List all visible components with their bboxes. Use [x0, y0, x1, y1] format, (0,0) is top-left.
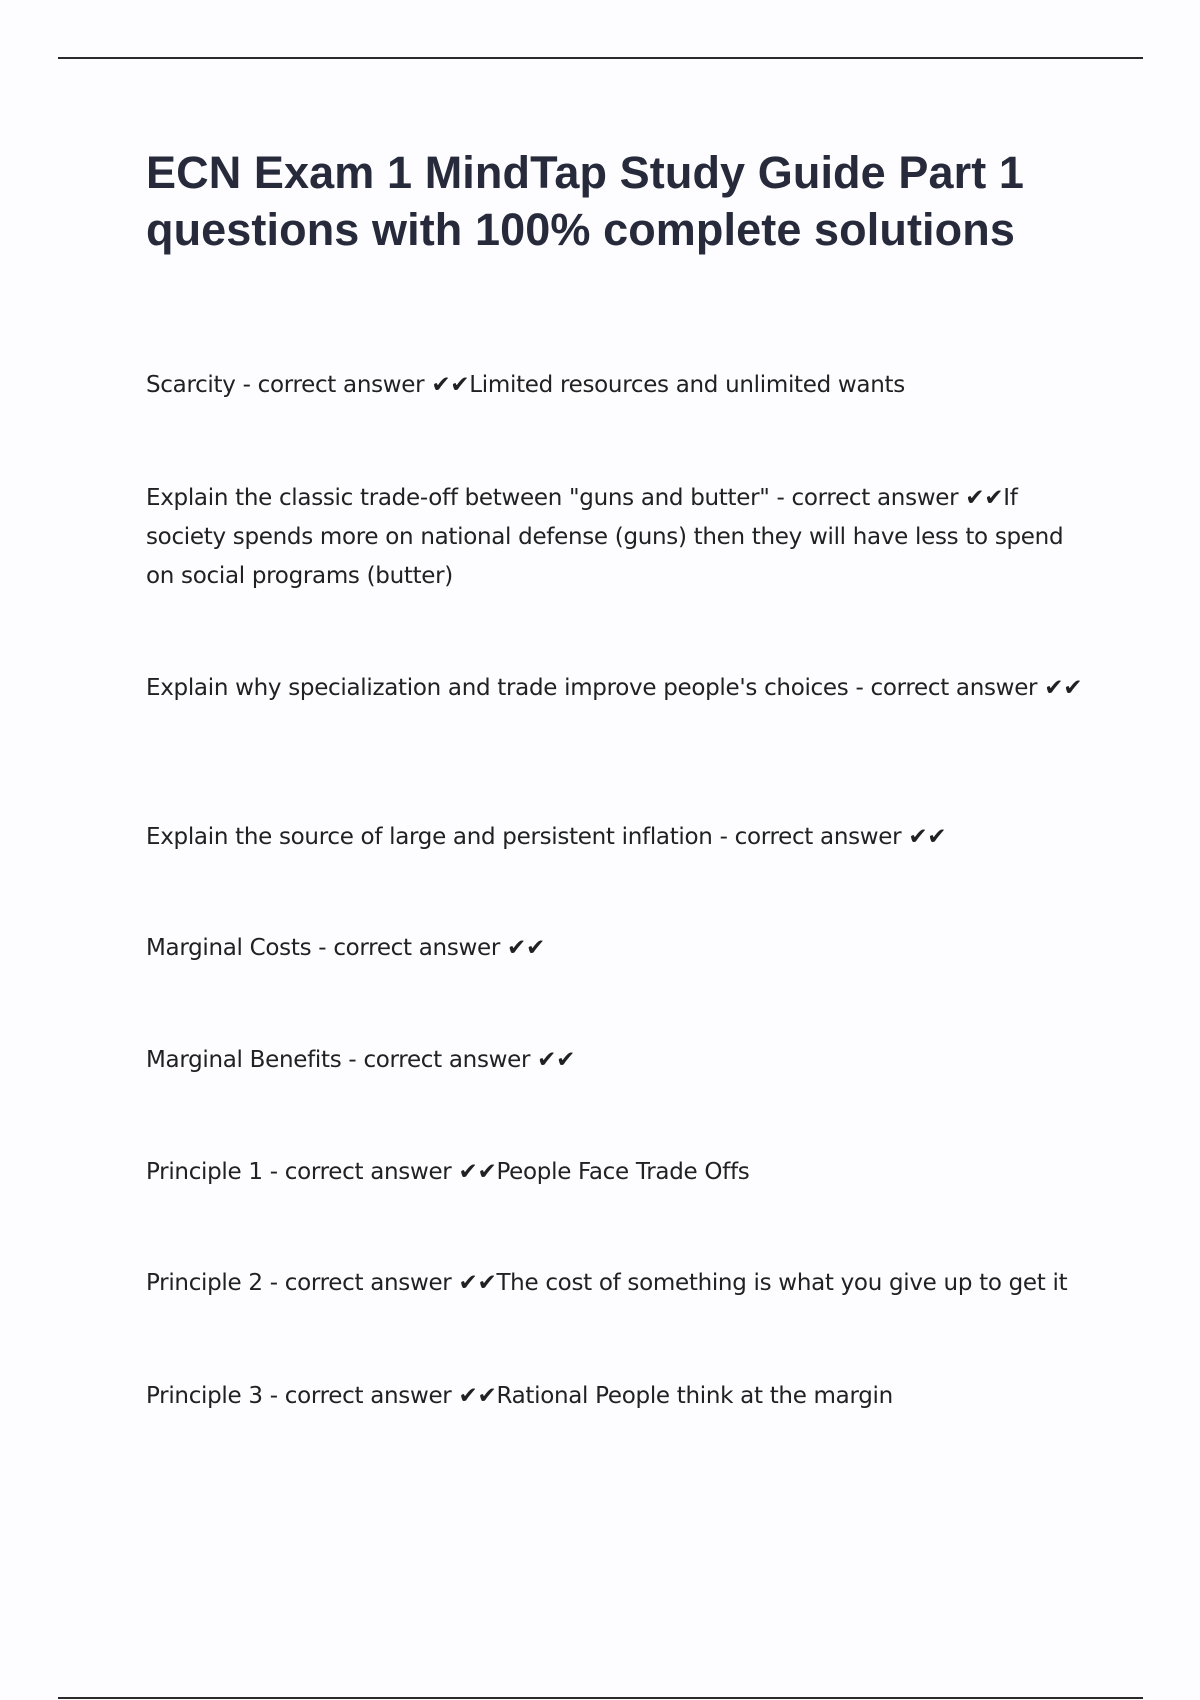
checkmark-icon: ✔✔: [965, 485, 1004, 511]
answer-label: correct answer: [333, 935, 501, 961]
answer-text: People Face Trade Offs: [496, 1159, 750, 1185]
qa-item-scarcity: Scarcity - correct answer ✔✔Limited resources and unlimited wants: [146, 372, 905, 398]
question-term: Principle 3: [146, 1383, 263, 1409]
top-rule: [58, 57, 1143, 59]
checkmark-icon: ✔✔: [507, 935, 545, 961]
document-title: ECN Exam 1 MindTap Study Guide Part 1 questions with 100% complete solutions: [146, 147, 1025, 255]
question-term: Principle 1: [146, 1159, 263, 1185]
answer-label: correct answer: [734, 824, 902, 850]
question-term: Marginal Costs: [146, 935, 312, 961]
checkmark-icon: ✔✔: [431, 372, 470, 398]
answer-text: The cost of something is what you give up to get it: [496, 1270, 1068, 1296]
question-term: Explain the classic trade-off between "guns and butter": [146, 485, 770, 511]
question-term: Principle 2: [146, 1270, 263, 1296]
question-term: Explain the source of large and persistent inflation: [146, 824, 713, 850]
answer-label: correct answer: [870, 675, 1038, 701]
qa-item-principle-3: Principle 3 - correct answer ✔✔Rational People think at the margin: [146, 1383, 893, 1409]
qa-item-marginal-benefits: Marginal Benefits - correct answer ✔✔: [146, 1047, 576, 1073]
qa-item-marginal-costs: Marginal Costs - correct answer ✔✔: [146, 935, 545, 961]
qa-item-specialization: Explain why specialization and trade improve people's choices - correct answer ✔✔: [146, 675, 1083, 701]
answer-label: correct answer: [791, 485, 959, 511]
answer-label: correct answer: [257, 372, 425, 398]
qa-item-guns-and-butter: Explain the classic trade-off between "guns and butter" - correct answer ✔✔If society spends more on national defense (guns) then they will have less to spend on social programs (butter): [146, 485, 1064, 589]
answer-label: correct answer: [363, 1047, 531, 1073]
checkmark-icon: ✔✔: [908, 824, 947, 850]
question-term: Scarcity: [146, 372, 236, 398]
checkmark-icon: ✔✔: [458, 1270, 497, 1296]
qa-item-principle-1: Principle 1 - correct answer ✔✔People Face Trade Offs: [146, 1159, 750, 1185]
checkmark-icon: ✔✔: [458, 1383, 497, 1409]
answer-label: correct answer: [284, 1159, 452, 1185]
bottom-rule: [58, 1697, 1143, 1699]
qa-item-inflation: Explain the source of large and persistent inflation - correct answer ✔✔: [146, 824, 947, 850]
answer-text: If society spends more on national defense (guns) then they will have less to spend on social programs (butter): [146, 485, 1064, 589]
checkmark-icon: ✔✔: [1044, 675, 1083, 701]
checkmark-icon: ✔✔: [537, 1047, 576, 1073]
question-term: Marginal Benefits: [146, 1047, 342, 1073]
answer-text: Rational People think at the margin: [496, 1383, 893, 1409]
question-term: Explain why specialization and trade improve people's choices: [146, 675, 849, 701]
answer-label: correct answer: [284, 1383, 452, 1409]
answer-label: correct answer: [284, 1270, 452, 1296]
qa-item-principle-2: Principle 2 - correct answer ✔✔The cost of something is what you give up to get it: [146, 1270, 1068, 1296]
answer-text: Limited resources and unlimited wants: [469, 372, 905, 398]
checkmark-icon: ✔✔: [458, 1159, 497, 1185]
